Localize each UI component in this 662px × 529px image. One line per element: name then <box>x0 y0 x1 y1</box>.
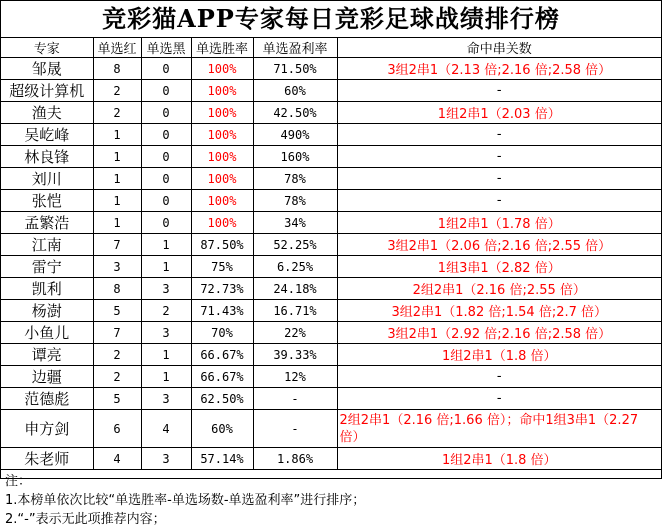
table-row <box>1 322 661 344</box>
expert-name: 凯利 <box>1 278 93 300</box>
win-rate: 60% <box>191 410 253 448</box>
combo-hits: - <box>337 168 661 190</box>
expert-name: 张恺 <box>1 190 93 212</box>
win-rate: 70% <box>191 322 253 344</box>
table-header-row <box>1 38 661 58</box>
black-count: 0 <box>141 124 191 146</box>
notes-line-1: 1.本榜单依次比较“单选胜率-单选场数-单选盈利率”进行排序； <box>5 493 366 508</box>
combo-hits: 3组2串1（1.82 倍;1.54 倍;2.7 倍） <box>337 300 661 322</box>
table-row <box>1 448 661 470</box>
combo-hits: - <box>337 146 661 168</box>
table-row <box>1 234 661 256</box>
table-row <box>1 278 661 300</box>
black-count: 0 <box>141 102 191 124</box>
black-count: 3 <box>141 448 191 470</box>
red-count: 8 <box>93 58 141 80</box>
combo-hits: 3组2串1（2.06 倍;2.16 倍;2.55 倍） <box>337 234 661 256</box>
expert-name: 边疆 <box>1 366 93 388</box>
table-row <box>1 410 661 448</box>
red-count: 7 <box>93 234 141 256</box>
red-count: 5 <box>93 300 141 322</box>
table-row <box>1 58 661 80</box>
expert-name: 林良锋 <box>1 146 93 168</box>
win-rate: 72.73% <box>191 278 253 300</box>
win-rate: 100% <box>191 212 253 234</box>
profit-rate: 42.50% <box>253 102 337 124</box>
combo-hits: 3组2串1（2.92 倍;2.16 倍;2.58 倍） <box>337 322 661 344</box>
win-rate: 100% <box>191 102 253 124</box>
red-count: 3 <box>93 256 141 278</box>
expert-name: 超级计算机 <box>1 80 93 102</box>
black-count: 1 <box>141 256 191 278</box>
win-rate: 66.67% <box>191 344 253 366</box>
red-count: 1 <box>93 190 141 212</box>
expert-name: 孟繁浩 <box>1 212 93 234</box>
profit-rate: 34% <box>253 212 337 234</box>
table-row <box>1 212 661 234</box>
black-count: 3 <box>141 322 191 344</box>
header-profit-rate: 单选盈利率 <box>253 38 337 58</box>
combo-hits: 2组2串1（2.16 倍;2.55 倍） <box>337 278 661 300</box>
black-count: 2 <box>141 300 191 322</box>
profit-rate: 16.71% <box>253 300 337 322</box>
leaderboard-table <box>1 38 661 470</box>
header-red: 单选红 <box>93 38 141 58</box>
table-row <box>1 190 661 212</box>
profit-rate: 22% <box>253 322 337 344</box>
profit-rate: 71.50% <box>253 58 337 80</box>
red-count: 5 <box>93 388 141 410</box>
header-combos: 命中串关数 <box>337 38 661 58</box>
black-count: 0 <box>141 190 191 212</box>
profit-rate: 52.25% <box>253 234 337 256</box>
black-count: 3 <box>141 388 191 410</box>
expert-name: 邹晟 <box>1 58 93 80</box>
expert-name: 吴屹峰 <box>1 124 93 146</box>
win-rate: 71.43% <box>191 300 253 322</box>
header-win-rate: 单选胜率 <box>191 38 253 58</box>
win-rate: 100% <box>191 190 253 212</box>
red-count: 2 <box>93 102 141 124</box>
combo-hits: - <box>337 124 661 146</box>
profit-rate: 78% <box>253 168 337 190</box>
win-rate: 87.50% <box>191 234 253 256</box>
profit-rate: - <box>253 388 337 410</box>
table-row <box>1 300 661 322</box>
expert-name: 杨澍 <box>1 300 93 322</box>
win-rate: 100% <box>191 80 253 102</box>
profit-rate: 160% <box>253 146 337 168</box>
combo-hits: 1组2串1（1.8 倍） <box>337 448 661 470</box>
win-rate: 66.67% <box>191 366 253 388</box>
notes-heading: 注： <box>5 474 32 489</box>
table-row <box>1 388 661 410</box>
red-count: 2 <box>93 366 141 388</box>
black-count: 1 <box>141 234 191 256</box>
expert-name: 渔夫 <box>1 102 93 124</box>
win-rate: 75% <box>191 256 253 278</box>
red-count: 1 <box>93 146 141 168</box>
combo-hits: 3组2串1（2.13 倍;2.16 倍;2.58 倍） <box>337 58 661 80</box>
profit-rate: 78% <box>253 190 337 212</box>
win-rate: 100% <box>191 124 253 146</box>
black-count: 1 <box>141 344 191 366</box>
expert-name: 申方剑 <box>1 410 93 448</box>
win-rate: 100% <box>191 146 253 168</box>
table-row <box>1 146 661 168</box>
profit-rate: 12% <box>253 366 337 388</box>
expert-name: 雷宁 <box>1 256 93 278</box>
black-count: 0 <box>141 168 191 190</box>
black-count: 3 <box>141 278 191 300</box>
black-count: 1 <box>141 366 191 388</box>
table-row <box>1 344 661 366</box>
profit-rate: 60% <box>253 80 337 102</box>
black-count: 0 <box>141 80 191 102</box>
win-rate: 100% <box>191 58 253 80</box>
combo-hits: 1组2串1（2.03 倍） <box>337 102 661 124</box>
red-count: 7 <box>93 322 141 344</box>
win-rate: 100% <box>191 168 253 190</box>
combo-hits: 2组2串1（2.16 倍;1.66 倍）；命中1组3串1（2.27 倍） <box>337 410 661 448</box>
red-count: 1 <box>93 212 141 234</box>
black-count: 0 <box>141 212 191 234</box>
table-row <box>1 102 661 124</box>
expert-name: 范德彪 <box>1 388 93 410</box>
win-rate: 62.50% <box>191 388 253 410</box>
expert-name: 刘川 <box>1 168 93 190</box>
red-count: 6 <box>93 410 141 448</box>
expert-name: 江南 <box>1 234 93 256</box>
header-expert: 专家 <box>1 38 93 58</box>
red-count: 1 <box>93 168 141 190</box>
expert-name: 小鱼儿 <box>1 322 93 344</box>
profit-rate: - <box>253 410 337 448</box>
combo-hits: - <box>337 190 661 212</box>
black-count: 0 <box>141 146 191 168</box>
combo-hits: 1组2串1（1.8 倍） <box>337 344 661 366</box>
expert-name: 谭亮 <box>1 344 93 366</box>
page-title: 竞彩猫APP专家每日竞彩足球战绩排行榜 <box>1 1 661 38</box>
table-row <box>1 366 661 388</box>
combo-hits: 1组3串1（2.82 倍） <box>337 256 661 278</box>
red-count: 4 <box>93 448 141 470</box>
profit-rate: 1.86% <box>253 448 337 470</box>
red-count: 2 <box>93 344 141 366</box>
black-count: 0 <box>141 58 191 80</box>
table-row <box>1 256 661 278</box>
combo-hits: 1组2串1（1.78 倍） <box>337 212 661 234</box>
expert-name: 朱老师 <box>1 448 93 470</box>
profit-rate: 24.18% <box>253 278 337 300</box>
combo-hits: - <box>337 80 661 102</box>
win-rate: 57.14% <box>191 448 253 470</box>
table-row <box>1 124 661 146</box>
red-count: 8 <box>93 278 141 300</box>
notes-line-2: 2.“-”表示无此项推荐内容； <box>5 512 166 527</box>
red-count: 2 <box>93 80 141 102</box>
profit-rate: 6.25% <box>253 256 337 278</box>
black-count: 4 <box>141 410 191 448</box>
combo-hits: - <box>337 388 661 410</box>
profit-rate: 39.33% <box>253 344 337 366</box>
combo-hits: - <box>337 366 661 388</box>
table-row <box>1 80 661 102</box>
red-count: 1 <box>93 124 141 146</box>
header-black: 单选黑 <box>141 38 191 58</box>
profit-rate: 490% <box>253 124 337 146</box>
table-row <box>1 168 661 190</box>
